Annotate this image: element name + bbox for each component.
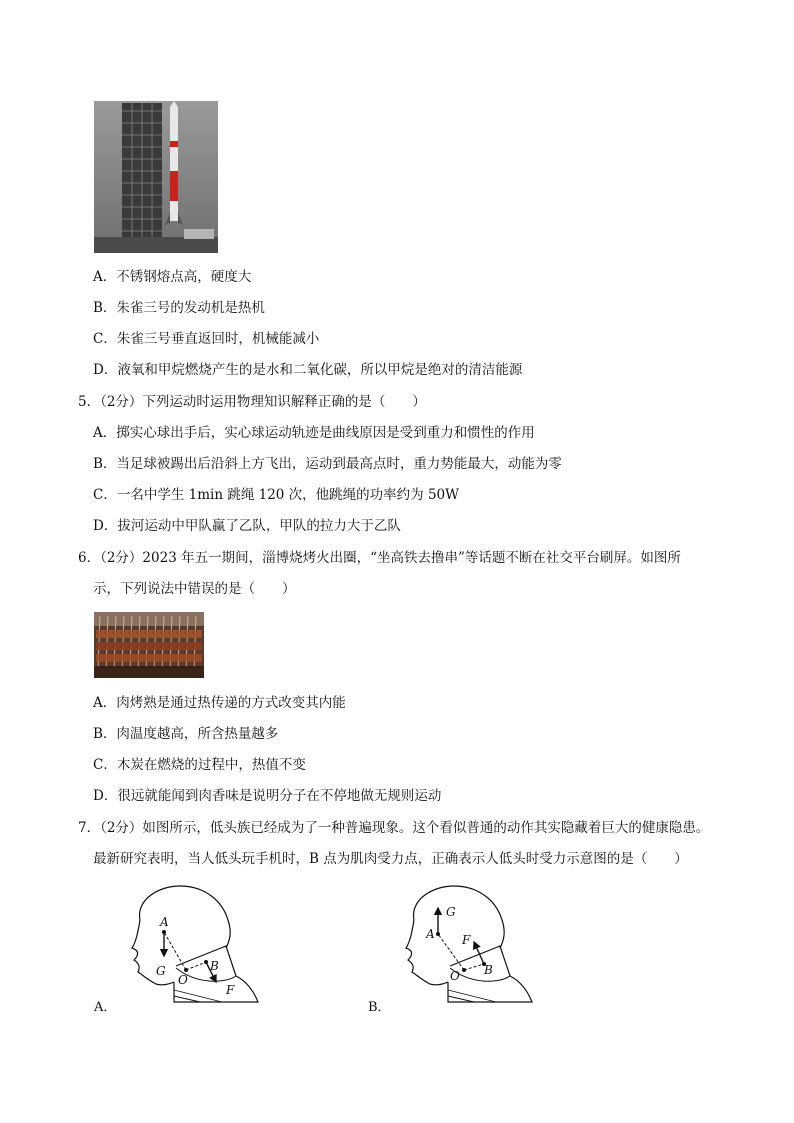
head-force-diagram-a: [118, 880, 268, 1010]
diagram-b-label-g: G: [446, 905, 456, 919]
q6-option-c: C．木炭在燃烧的过程中，热值不变: [93, 757, 306, 773]
skewer-grill-photo: [94, 612, 204, 678]
diagram-b-label-o: O: [450, 969, 460, 983]
diagram-b-label-f: F: [462, 933, 471, 947]
q6-option-a: A．肉烤熟是通过热传递的方式改变其内能: [93, 695, 346, 711]
q6-stem-line1: 6．（2分）2023 年五一期间，淄博烧烤火出圈，“坐高铁去撸串”等话题不断在社交平台刷屏。如图所: [78, 550, 681, 566]
diagram-b-label-a: A: [426, 927, 435, 941]
q5-option-c: C．一名中学生 1min 跳绳 120 次，他跳绳的功率约为 50W: [93, 487, 460, 503]
diagram-a-label-b: B: [210, 959, 219, 973]
q5-option-d: D．拔河运动中甲队赢了乙队，甲队的拉力大于乙队: [93, 518, 401, 534]
diagram-a-label-a: A: [160, 915, 169, 929]
q6-option-b: B．肉温度越高，所含热量越多: [93, 726, 279, 742]
q4-option-b: B．朱雀三号的发动机是热机: [93, 300, 265, 316]
rocket-launch-photo: [94, 101, 218, 253]
diagram-a-label-o: O: [178, 973, 188, 987]
q4-option-c: C．朱雀三号垂直返回时，机械能减小: [93, 331, 320, 347]
q7-stem-line2: 最新研究表明，当人低头玩手机时，B 点为肌肉受力点，正确表示人低头时受力示意图的是（ ）: [93, 851, 688, 867]
q5-option-a: A．掷实心球出手后，实心球运动轨迹是曲线原因是受到重力和惯性的作用: [93, 425, 535, 441]
q4-option-d: D．液氧和甲烷燃烧产生的是水和二氧化碳，所以甲烷是绝对的清洁能源: [93, 362, 523, 378]
q5-option-b: B．当足球被踢出后沿斜上方飞出，运动到最高点时，重力势能最大，动能为零: [93, 456, 562, 472]
diagram-a-label-g: G: [156, 964, 166, 978]
q7-stem-line1: 7．（2分）如图所示，低头族已经成为了一种普遍现象。这个看似普通的动作其实隐藏着巨大的健康隐患。: [78, 820, 710, 836]
diagram-b-label-b: B: [484, 963, 493, 977]
q7-option-b-label: B．: [368, 1000, 391, 1015]
q6-option-d: D．很远就能闻到肉香味是说明分子在不停地做无规则运动: [93, 788, 442, 804]
q4-option-a: A．不锈钢熔点高，硬度大: [93, 269, 252, 285]
diagram-a-label-f: F: [226, 983, 235, 997]
q5-stem: 5．（2分）下列运动时运用物理知识解释正确的是（ ）: [78, 394, 426, 410]
q6-stem-line2: 示，下列说法中错误的是（ ）: [93, 581, 296, 597]
q7-option-a-label: A．: [94, 1000, 117, 1015]
head-force-diagram-b: [392, 880, 542, 1010]
